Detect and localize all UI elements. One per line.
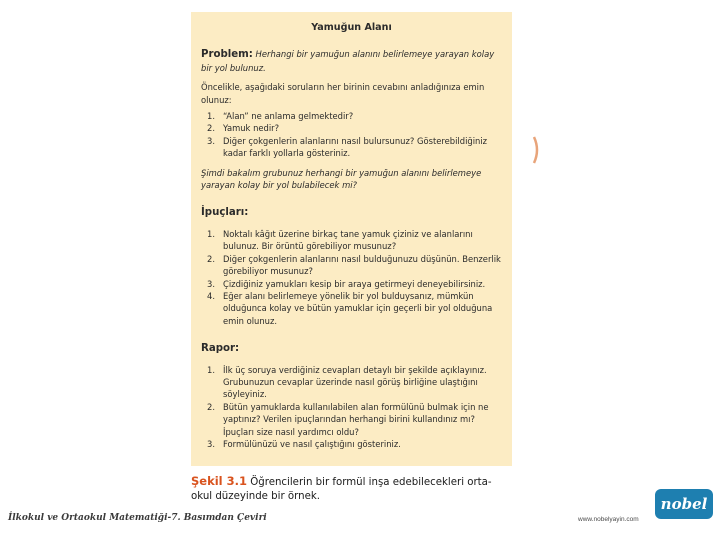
list-item: 2. Diğer çokgenlerin alanlarını nasıl bulduğunuzu düşünün. Benzerlik görebiliyor musunuz? — [207, 253, 501, 277]
figure-label: Şekil 3.1 — [191, 474, 247, 488]
problem-label: Problem: — [201, 49, 253, 61]
list-item: 2. Bütün yamuklarda kullanılabilen alan formülünü bulmak için ne yaptınız? Verilen ipuçlarından herhangi birini kullandınız mı? İpuçları size nasıl yardımcı oldu? — [207, 401, 489, 437]
hints-list — [201, 228, 502, 327]
list-item: 2. Yamuk nedir? — [207, 123, 280, 134]
book-title: İlkokul ve Ortaokul Matematiği-7. Basımdan Çeviri — [8, 513, 267, 523]
list-item: 3. Diğer çokgenlerin alanlarını nasıl bulursunuz? Gösterebildiğiniz kadar farklı yollarla gösteriniz. — [207, 135, 488, 159]
problem-statement — [201, 48, 502, 74]
report-list — [201, 364, 502, 451]
publisher-logo: nobel — [655, 489, 713, 519]
hints-title: İpuçları: — [201, 207, 249, 219]
caption-text: Öğrencilerin bir formül inşa edebilecekleri orta-okul düzeyinde bir örnek. — [191, 477, 492, 502]
questions-list — [201, 110, 502, 160]
activity-box — [191, 12, 512, 466]
decorative-mark-icon — [532, 135, 540, 165]
problem-text: Herhangi bir yamuğun alanını belirlemeye yarayan kolay bir yol bulunuz. — [201, 49, 495, 73]
report-title: Rapor: — [201, 343, 240, 355]
list-item: 1. İlk üç soruya verdiğiniz cevapları detaylı bir şekilde açıklayınız. Grubunuzun cevaplar üzerinde nasıl görüş birliğine ulaştığını söyleyiniz. — [207, 364, 487, 400]
list-item: 1. “Alan” ne anlama gelmektedir? — [207, 111, 354, 122]
list-item: 3. Çizdiğiniz yamukları kesip bir araya getirmeyi deneyebilirsiniz. — [207, 278, 486, 289]
box-title: Yamuğun Alanı — [311, 22, 392, 33]
list-item: 3. Formülünüzü ve nasıl çalıştığını gösteriniz. — [207, 438, 401, 449]
list-item: 1. Noktalı kâğıt üzerine birkaç tane yamuk çiziniz ve alanlarını bulunuz. Bir örüntü görebiliyor musunuz? — [207, 228, 473, 252]
figure-caption — [191, 474, 511, 504]
group-prompt: Şimdi bakalım grubunuz herhangi bir yamuğun alanını belirlemeye yarayan kolay bir yol bulabilecek mi? — [201, 167, 482, 191]
publisher-url[interactable]: www.nobelyayin.com — [578, 516, 639, 523]
intro-text: Öncelikle, aşağıdaki soruların her birinin cevabını anladığınıza emin olunuz: — [201, 82, 485, 105]
list-item: 4. Eğer alanı belirlemeye yönelik bir yol bulduysanız, mümkün olduğunca kolay ve bütün yamuklar için geçerli bir yol olduğuna emin olunuz. — [207, 290, 493, 326]
